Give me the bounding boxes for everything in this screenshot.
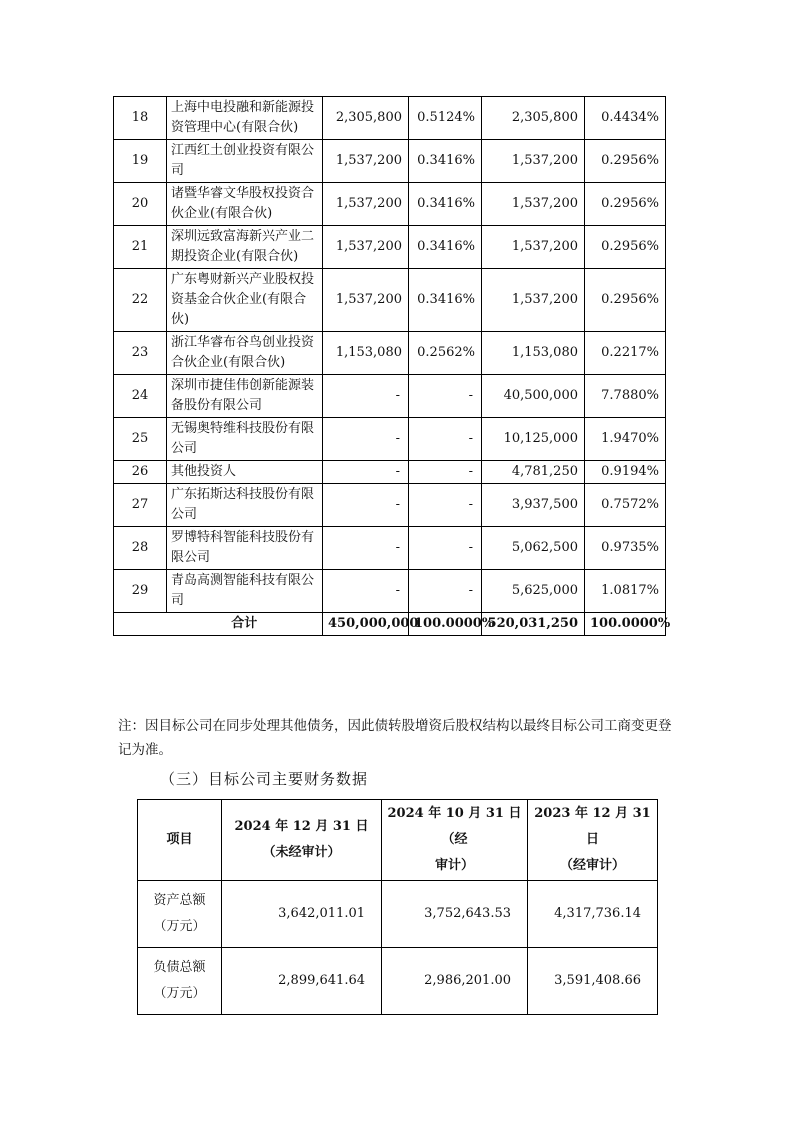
after-amount: 2,305,800 xyxy=(482,97,585,140)
before-ratio: 0.3416% xyxy=(409,183,482,226)
financial-cell: 3,642,011.01 xyxy=(222,881,382,948)
row-number: 25 xyxy=(114,418,167,461)
financial-row-label xyxy=(138,881,222,948)
before-ratio: 0.2562% xyxy=(409,332,482,375)
financial-header-col1-line1: 2024 年 12 月 31 日 xyxy=(234,819,369,834)
before-ratio: 0.3416% xyxy=(409,226,482,269)
before-amount: - xyxy=(323,484,409,527)
row-number: 20 xyxy=(114,183,167,226)
financial-header-row xyxy=(138,800,658,881)
after-amount: 4,781,250 xyxy=(482,461,585,484)
financial-row-liabilities xyxy=(138,948,658,1015)
before-ratio: - xyxy=(409,527,482,570)
financial-table xyxy=(137,799,658,1015)
note-text: 注：因目标公司在同步处理其他债务，因此债转股增资后股权结构以最终目标公司工商变更登记为准。 xyxy=(118,718,672,758)
financial-header-col2 xyxy=(382,800,528,881)
total-before-amount: 450,000,000 xyxy=(323,613,409,636)
financial-cell: 3,591,408.66 xyxy=(528,948,658,1015)
after-ratio: 0.2217% xyxy=(585,332,666,375)
table-row xyxy=(114,332,666,375)
before-ratio: - xyxy=(409,461,482,484)
after-ratio: 0.2956% xyxy=(585,183,666,226)
after-amount: 40,500,000 xyxy=(482,375,585,418)
after-amount: 10,125,000 xyxy=(482,418,585,461)
shareholder-name: 江西红土创业投资有限公司 xyxy=(167,140,323,183)
table-row xyxy=(114,484,666,527)
table-row xyxy=(114,527,666,570)
before-amount: 1,537,200 xyxy=(323,140,409,183)
shareholder-name: 深圳远致富海新兴产业二期投资企业(有限合伙) xyxy=(167,226,323,269)
table-row xyxy=(114,418,666,461)
after-ratio: 0.2956% xyxy=(585,140,666,183)
total-row xyxy=(114,613,666,636)
table-row xyxy=(114,461,666,484)
row-number: 24 xyxy=(114,375,167,418)
financial-row-label xyxy=(138,948,222,1015)
before-ratio: 0.3416% xyxy=(409,269,482,332)
before-ratio: 0.5124% xyxy=(409,97,482,140)
shareholder-name: 广东粤财新兴产业股权投资基金合伙企业(有限合伙) xyxy=(167,269,323,332)
table-row xyxy=(114,269,666,332)
table-row xyxy=(114,97,666,140)
financial-row-label-line1: 负债总额 xyxy=(153,960,206,975)
before-ratio: - xyxy=(409,570,482,613)
shareholder-name: 广东拓斯达科技股份有限公司 xyxy=(167,484,323,527)
financial-cell: 3,752,643.53 xyxy=(382,881,528,948)
after-ratio: 1.0817% xyxy=(585,570,666,613)
financial-header-col1-line2: （未经审计） xyxy=(262,845,341,860)
after-ratio: 0.2956% xyxy=(585,226,666,269)
after-amount: 3,937,500 xyxy=(482,484,585,527)
financial-header-col2-line1: 2024 年 10 月 31 日（经 xyxy=(387,806,522,847)
after-ratio: 0.9735% xyxy=(585,527,666,570)
section-title: （三）目标公司主要财务数据 xyxy=(160,770,369,788)
total-after-amount: 520,031,250 xyxy=(482,613,585,636)
after-amount: 1,537,200 xyxy=(482,140,585,183)
shareholder-table xyxy=(113,96,671,636)
after-amount: 1,537,200 xyxy=(482,226,585,269)
financial-cell: 2,986,201.00 xyxy=(382,948,528,1015)
table-row xyxy=(114,375,666,418)
shareholder-name: 深圳市捷佳伟创新能源装备股份有限公司 xyxy=(167,375,323,418)
table-row xyxy=(114,570,666,613)
row-number: 21 xyxy=(114,226,167,269)
financial-row-label-line2: （万元） xyxy=(153,919,206,934)
financial-cell: 4,317,736.14 xyxy=(528,881,658,948)
before-amount: - xyxy=(323,570,409,613)
financial-row-label-line1: 资产总额 xyxy=(153,893,206,908)
after-ratio: 0.7572% xyxy=(585,484,666,527)
before-amount: 1,537,200 xyxy=(323,269,409,332)
financial-header-item: 项目 xyxy=(138,800,222,881)
table-row xyxy=(114,183,666,226)
before-amount: - xyxy=(323,375,409,418)
total-blank-cell xyxy=(114,613,167,636)
shareholder-name: 其他投资人 xyxy=(167,461,323,484)
row-number: 18 xyxy=(114,97,167,140)
row-number: 23 xyxy=(114,332,167,375)
shareholder-name: 诸暨华睿文华股权投资合伙企业(有限合伙) xyxy=(167,183,323,226)
table-row xyxy=(114,226,666,269)
financial-row-label-line2: （万元） xyxy=(153,986,206,1001)
before-amount: - xyxy=(323,527,409,570)
before-amount: 1,537,200 xyxy=(323,226,409,269)
row-number: 29 xyxy=(114,570,167,613)
financial-header-col1 xyxy=(222,800,382,881)
before-ratio: - xyxy=(409,418,482,461)
row-number: 19 xyxy=(114,140,167,183)
after-ratio: 1.9470% xyxy=(585,418,666,461)
financial-header-col2-line2: 审计） xyxy=(434,858,474,873)
after-ratio: 0.2956% xyxy=(585,269,666,332)
financial-header-col3-line1: 2023 年 12 月 31 日 xyxy=(534,806,651,847)
financial-header-col3 xyxy=(528,800,658,881)
total-label: 合计 xyxy=(167,613,323,636)
row-number: 26 xyxy=(114,461,167,484)
before-amount: 1,537,200 xyxy=(323,183,409,226)
after-amount: 5,062,500 xyxy=(482,527,585,570)
before-amount: - xyxy=(323,461,409,484)
shareholder-name: 浙江华睿布谷鸟创业投资合伙企业(有限合伙) xyxy=(167,332,323,375)
total-before-ratio: 100.0000% xyxy=(409,613,482,636)
shareholder-name: 无锡奥特维科技股份有限公司 xyxy=(167,418,323,461)
financial-row-assets xyxy=(138,881,658,948)
before-amount: 1,153,080 xyxy=(323,332,409,375)
before-ratio: - xyxy=(409,375,482,418)
shareholder-name: 上海中电投融和新能源投资管理中心(有限合伙) xyxy=(167,97,323,140)
shareholder-name: 青岛高测智能科技有限公司 xyxy=(167,570,323,613)
financial-cell: 2,899,641.64 xyxy=(222,948,382,1015)
total-after-ratio: 100.0000% xyxy=(585,613,666,636)
before-ratio: - xyxy=(409,484,482,527)
before-ratio: 0.3416% xyxy=(409,140,482,183)
before-amount: 2,305,800 xyxy=(323,97,409,140)
row-number: 28 xyxy=(114,527,167,570)
row-number: 27 xyxy=(114,484,167,527)
table-row xyxy=(114,140,666,183)
before-amount: - xyxy=(323,418,409,461)
after-amount: 1,537,200 xyxy=(482,183,585,226)
shareholder-name: 罗博特科智能科技股份有限公司 xyxy=(167,527,323,570)
financial-header-col3-line2: （经审计） xyxy=(559,858,625,873)
after-amount: 1,537,200 xyxy=(482,269,585,332)
after-ratio: 0.4434% xyxy=(585,97,666,140)
after-amount: 1,153,080 xyxy=(482,332,585,375)
after-ratio: 0.9194% xyxy=(585,461,666,484)
after-ratio: 7.7880% xyxy=(585,375,666,418)
after-amount: 5,625,000 xyxy=(482,570,585,613)
row-number: 22 xyxy=(114,269,167,332)
